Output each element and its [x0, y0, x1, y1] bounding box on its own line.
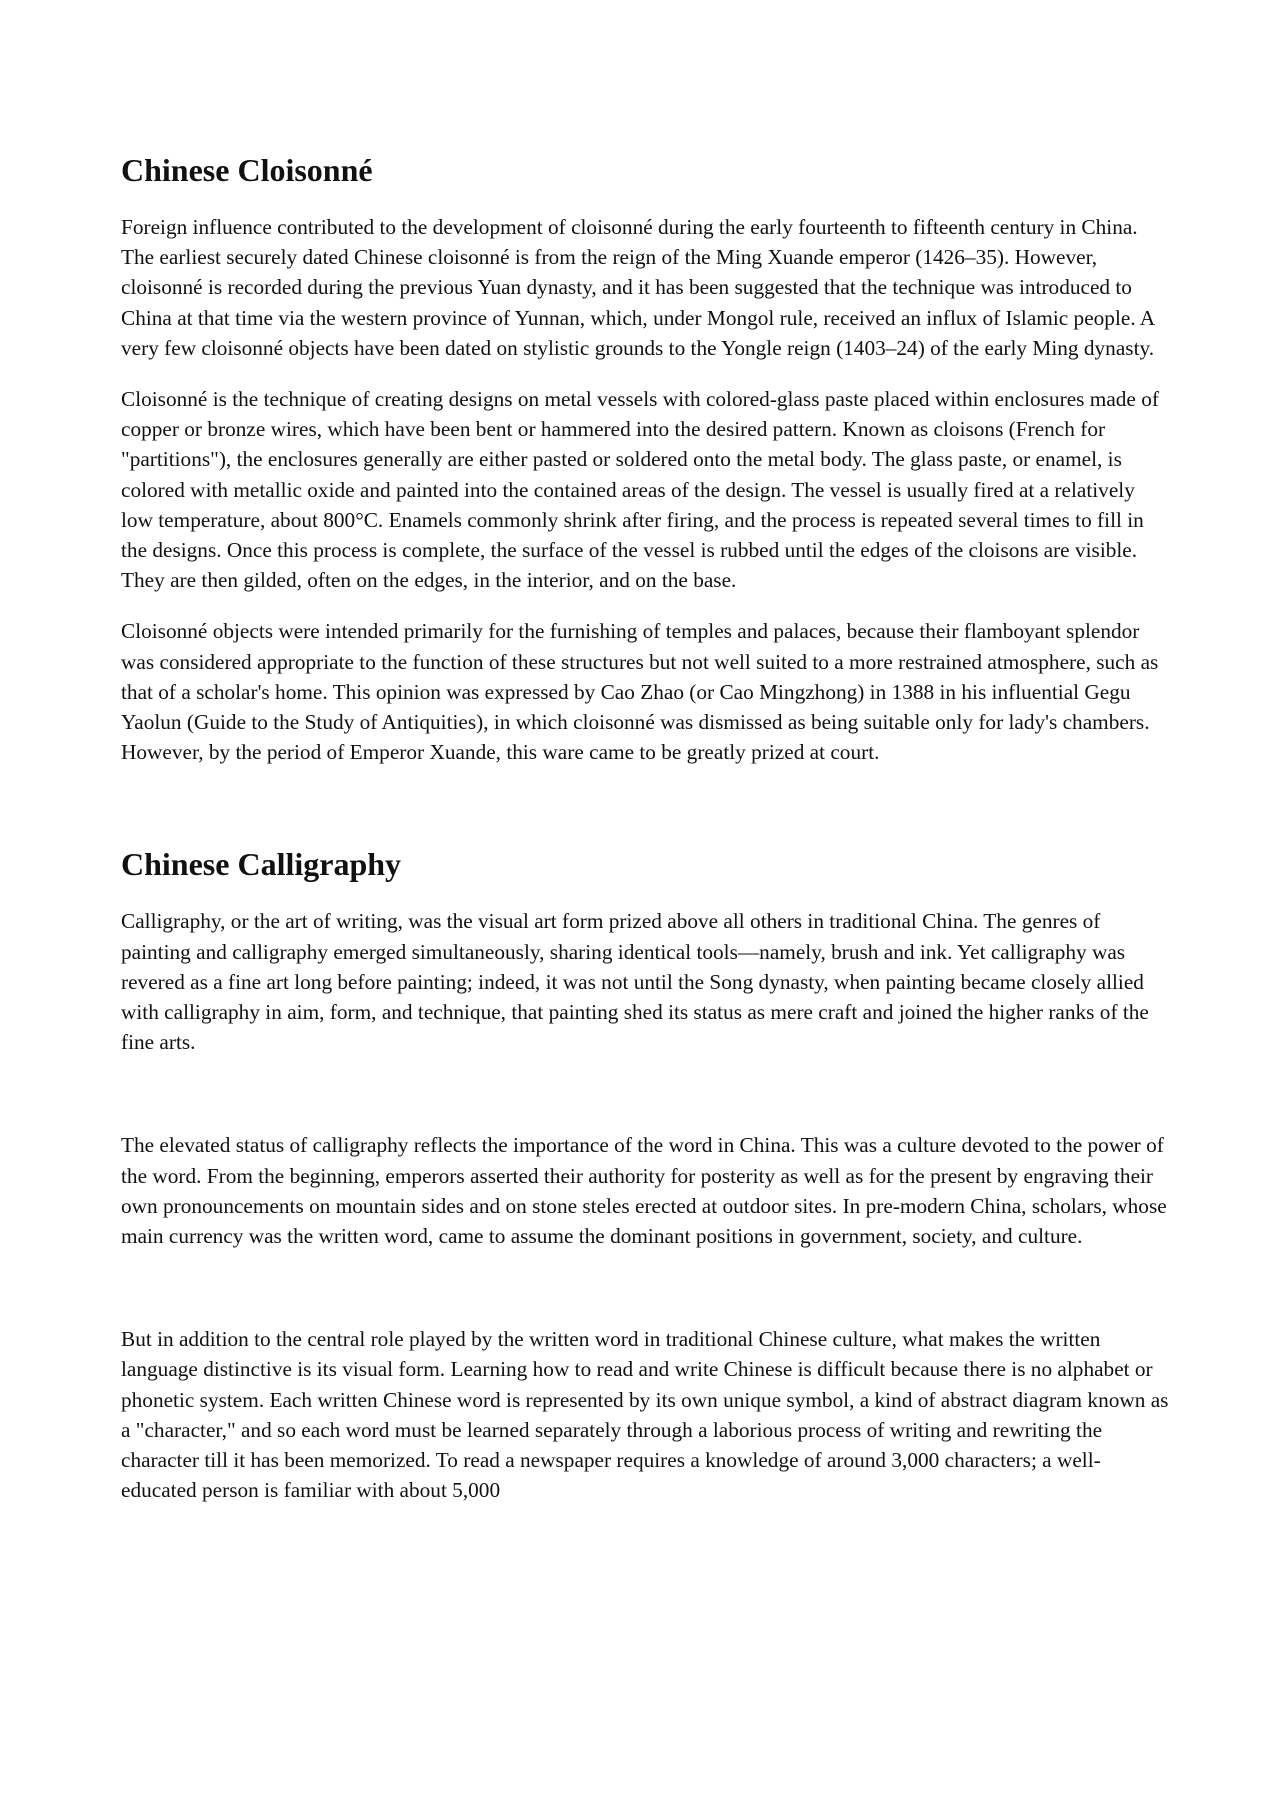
paragraph: Foreign influence contributed to the development of cloisonné during the early fourteenth to fifteenth century in China. The earliest securely dated Chinese cloisonné is from the reign of the Ming Xuande emperor (1426–35). However, cloisonné is recorded during the previous Yuan dynasty, and it has been suggested that the technique was introduced to China at that time via the western province of Yunnan, which, under Mongol rule, received an influx of Islamic people. A very few cloisonné objects have been dated on stylistic grounds to the Yongle reign (1403–24) of the early Ming dynasty. — [121, 215, 1155, 360]
paragraph: Cloisonné is the technique of creating designs on metal vessels with colored-glass paste placed within enclosures made of copper or bronze wires, which have been bent or hammered into the desired pattern. Known as cloisons (French for "partitions"), the enclosures generally are either pasted or soldered onto the metal body. The glass paste, or enamel, is colored with metallic oxide and painted into the contained areas of the design. The vessel is usually fired at a relatively low temperature, about 800°C. Enamels commonly shrink after firing, and the process is repeated several times to fill in the designs. Once this process is complete, the surface of the vessel is rubbed until the edges of the cloisons are visible. They are then gilded, often on the edges, in the interior, and on the base. — [121, 387, 1159, 593]
paragraph: Calligraphy, or the art of writing, was the visual art form prized above all others in traditional China. The genres of painting and calligraphy emerged simultaneously, sharing identical tools—namely, brush and ink. Yet calligraphy was revered as a fine art long before painting; indeed, it was not until the Song dynasty, when painting became closely allied with calligraphy in aim, form, and technique, that painting shed its status as mere craft and joined the higher ranks of the fine arts. — [121, 909, 1149, 1055]
section-heading: Chinese Cloisonné — [121, 152, 373, 188]
paragraph: The elevated status of calligraphy reflects the importance of the word in China. This was a culture devoted to the power of the word. From the beginning, emperors asserted their authority for posterity as well as for the present by engraving their own pronouncements on mountain sides and on stone steles erected at outdoor sites. In pre-modern China, scholars, whose main currency was the written word, came to assume the dominant positions in government, society, and culture. — [121, 1133, 1167, 1249]
paragraph: But in addition to the central role played by the written word in traditional Chinese culture, what makes the written language distinctive is its visual form. Learning how to read and write Chinese is difficult because there is no alphabet or phonetic system. Each written Chinese word is represented by its own unique symbol, a kind of abstract diagram known as a "character," and so each word must be learned separately through a laborious process of writing and rewriting the character till it has been memorized. To read a newspaper requires a knowledge of around 3,000 characters; a well-educated person is familiar with about 5,000 — [121, 1327, 1169, 1503]
section-cloisonne — [121, 150, 1171, 767]
paragraph: Cloisonné objects were intended primarily for the furnishing of temples and palaces, because their flamboyant splendor was considered appropriate to the function of these structures but not well suited to a more restrained atmosphere, such as that of a scholar's home. This opinion was expressed by Cao Zhao (or Cao Mingzhong) in 1388 in his influential Gegu Yaolun (Guide to the Study of Antiquities), in which cloisonné was dismissed as being suitable only for lady's chambers. However, by the period of Emperor Xuande, this ware came to be greatly prized at court. — [121, 619, 1159, 765]
section-heading: Chinese Calligraphy — [121, 846, 402, 883]
document-page — [121, 150, 1171, 1506]
section-calligraphy — [121, 844, 1171, 1505]
